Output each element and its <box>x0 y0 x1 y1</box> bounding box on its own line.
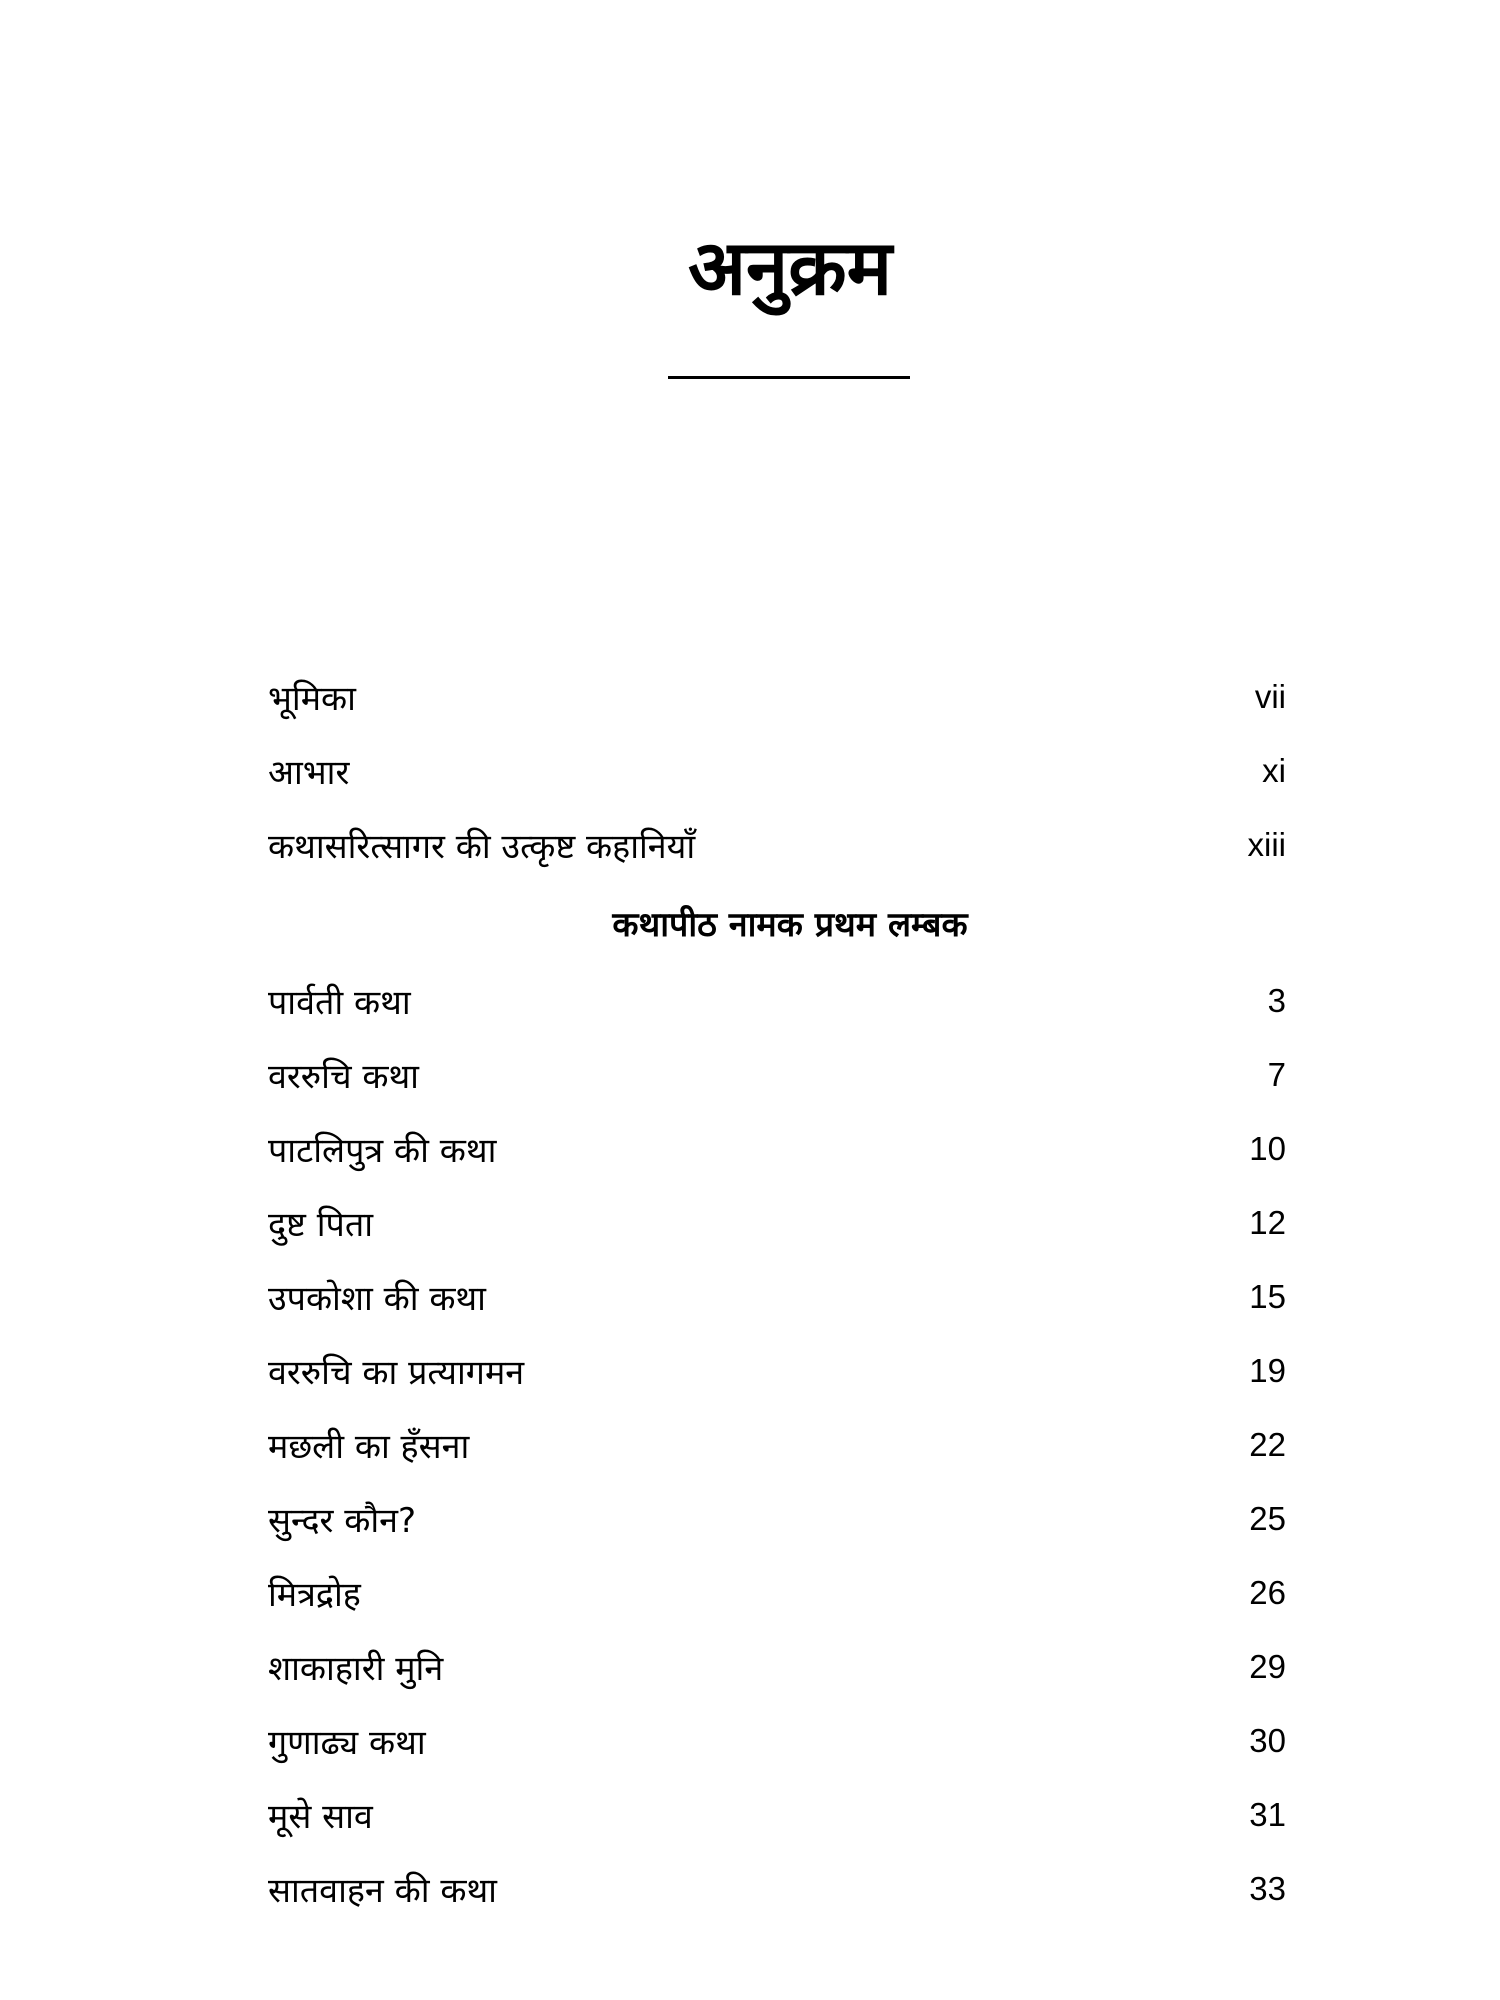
toc-entry-title: पार्वती कथा <box>268 983 411 1023</box>
toc-entry <box>268 1186 1286 1260</box>
toc-entry-title: वररुचि का प्रत्यागमन <box>268 1353 525 1393</box>
toc-entry-page-number: 26 <box>1249 1574 1286 1611</box>
toc-entry-page-number: vii <box>1254 678 1286 715</box>
toc-entry <box>268 1852 1286 1926</box>
title-underline <box>668 376 910 379</box>
toc-entry-title: मछली का हँसना <box>268 1427 470 1467</box>
toc-entry-title: पाटलिपुत्र की कथा <box>268 1131 497 1171</box>
toc-entry-title: उपकोशा की कथा <box>268 1279 486 1319</box>
toc-entry-page-number: xiii <box>1247 826 1286 863</box>
toc-entry-page-number: 15 <box>1249 1278 1286 1315</box>
toc-entry <box>268 1112 1286 1186</box>
toc-entry <box>268 1260 1286 1334</box>
toc-entry-page-number: 33 <box>1249 1870 1286 1907</box>
page-title: अनुक्रम <box>687 223 893 312</box>
toc-entry-title: दुष्ट पिता <box>268 1205 374 1245</box>
table-of-contents <box>268 660 1286 1926</box>
toc-entry <box>268 1778 1286 1852</box>
toc-entry-page-number: 10 <box>1249 1130 1286 1167</box>
toc-entry-title: मित्रद्रोह <box>268 1575 361 1615</box>
toc-entry-title: वररुचि कथा <box>268 1057 419 1097</box>
toc-entry-title: आभार <box>268 753 350 793</box>
section-entry-list <box>268 964 1286 1926</box>
toc-entry-page-number: xi <box>1262 752 1286 789</box>
toc-entry-title: सुन्दर कौन? <box>268 1501 417 1541</box>
toc-entry <box>268 1482 1286 1556</box>
toc-entry-title: गुणाढ्य कथा <box>268 1723 426 1763</box>
section-heading: कथापीठ नामक प्रथम लम्बक <box>612 905 968 945</box>
toc-entry <box>268 1630 1286 1704</box>
toc-entry <box>268 1038 1286 1112</box>
toc-entry <box>268 808 1286 882</box>
toc-entry-page-number: 31 <box>1249 1796 1286 1833</box>
toc-entry <box>268 660 1286 734</box>
toc-entry <box>268 1334 1286 1408</box>
toc-entry-page-number: 25 <box>1249 1500 1286 1537</box>
front-matter-list <box>268 660 1286 882</box>
toc-entry-title: सातवाहन की कथा <box>268 1871 497 1911</box>
toc-entry-page-number: 3 <box>1267 982 1286 1019</box>
toc-entry-page-number: 22 <box>1249 1426 1286 1463</box>
toc-entry <box>268 1556 1286 1630</box>
toc-entry-title: शाकाहारी मुनि <box>268 1649 444 1689</box>
toc-entry-page-number: 12 <box>1249 1204 1286 1241</box>
toc-entry-title: कथासरित्सागर की उत्कृष्ट कहानियाँ <box>268 827 696 867</box>
toc-entry-title: मूसे साव <box>268 1797 373 1837</box>
toc-entry <box>268 734 1286 808</box>
toc-entry <box>268 1408 1286 1482</box>
toc-entry-page-number: 19 <box>1249 1352 1286 1389</box>
toc-entry-page-number: 29 <box>1249 1648 1286 1685</box>
toc-entry <box>268 964 1286 1038</box>
toc-entry-page-number: 7 <box>1267 1056 1286 1093</box>
toc-entry-page-number: 30 <box>1249 1722 1286 1759</box>
toc-entry-title: भूमिका <box>268 679 356 719</box>
toc-entry <box>268 1704 1286 1778</box>
